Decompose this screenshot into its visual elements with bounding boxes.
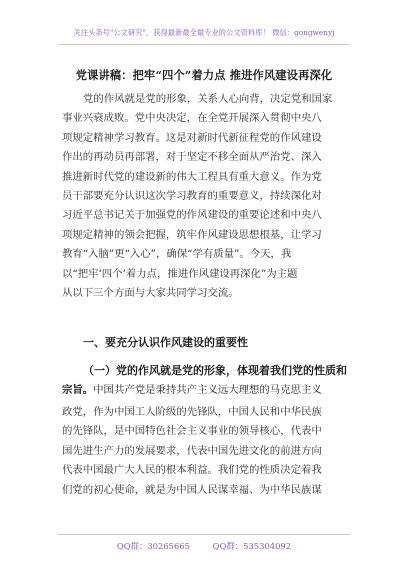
text-line: 政党，作为中国工人阶级的先锋队，中国人民和中华民族 xyxy=(62,406,322,418)
section-heading: 一、要充分认识作风建设的重要性 xyxy=(83,336,248,349)
text-line: 作出的再动员再部署，对于坚定不移全面从严治党、深入 xyxy=(62,151,322,164)
text-line: 从以下三个方面与大家共同学习交流。 xyxy=(62,286,239,299)
text-line: 国先进生产力的发展要求，代表中国先进文化的前进方向 xyxy=(62,444,322,457)
text-line: 推进新时代党的建设新的伟大工程具有重大意义。作为党 xyxy=(62,170,322,183)
sub-heading xyxy=(62,361,352,400)
text-line: 项规定精神的领会把握，筑牢作风建设思想根基，让学习 xyxy=(62,228,322,241)
footer-qq-group-2: QQ群：535304092 xyxy=(212,541,292,551)
intro-paragraph xyxy=(62,90,348,303)
text-line: 员干部要充分认识这次学习教育的重要意义，持续深化对 xyxy=(62,189,322,202)
sub-heading-inline-text: 中国共产党是秉持共产主义远大理想的马克思主义 xyxy=(93,384,322,397)
footer xyxy=(0,540,408,552)
text-line: 们党的初心使命，就是为中国人民谋幸福、为中华民族谋 xyxy=(62,483,322,496)
text-line: 代表中国最广大人民的根本利益。我们党的性质决定着我 xyxy=(62,464,322,477)
sub-heading-tail: 宗旨。 xyxy=(62,384,94,397)
text-line: 的先锋队，是中国特色社会主义事业的领导核心，代表中 xyxy=(62,425,322,438)
text-line: 党的作风就是党的形象，关系人心向背，决定党和国家 xyxy=(83,93,333,105)
header-banner: 关注头条号"公文研究"，获得最新最全最专业的公文资料库！ 微信：gongwenyj xyxy=(73,28,335,37)
sub-heading-line-2 xyxy=(62,380,352,399)
sub-heading-line: （一）党的作风就是党的形象，体现着我们党的性质和 xyxy=(83,364,347,377)
text-line: 教育“入脑”更“入心”，确保“学有质量”。今天，我 xyxy=(62,248,292,261)
footer-qq-group-1: QQ群：30265665 xyxy=(116,541,190,551)
header-divider xyxy=(58,44,350,45)
text-line: 以“把牢‘四个’着力点，推进作风建设再深化”为主题 xyxy=(62,267,298,280)
page-title: 党课讲稿：把牢“四个”着力点 推进作风建设再深化 xyxy=(75,68,333,82)
text-line: 事业兴衰成败。党中央决定，在全党开展深入贯彻中央八 xyxy=(62,112,322,125)
text-line: 习近平总书记关于加强党的作风建设的重要论述和中央八 xyxy=(62,209,322,222)
body-paragraph xyxy=(62,403,348,500)
text-line: 项规定精神学习教育。这是对新时代新征程党的作风建设 xyxy=(62,131,322,144)
footer-divider xyxy=(58,534,350,535)
